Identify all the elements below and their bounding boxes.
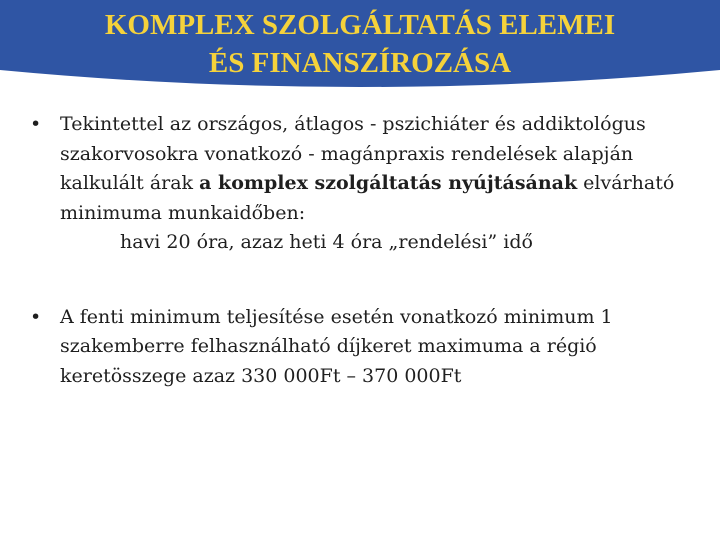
- bullet-1-text-start: Tekintettel az országos, átlagos - pszichiáter és addiktológus szakorvosokra vonatkozó - magánpraxis rendelések alapján kalkulált árak: [60, 113, 646, 194]
- bullet-1-centered-line: havi 20 óra, azaz heti 4 óra „rendelési” idő: [120, 231, 533, 253]
- title-banner: [0, 0, 720, 88]
- title-line-1: KOMPLEX SZOLGÁLTATÁS ELEMEI: [104, 9, 616, 41]
- bullet-marker: •: [30, 305, 42, 328]
- page-title: [0, 6, 720, 82]
- slide-body: [28, 110, 698, 391]
- title-line-2: ÉS FINANSZÍROZÁSA: [208, 47, 512, 79]
- bullet-item-2: [28, 303, 698, 392]
- bullet-marker: •: [30, 113, 42, 135]
- bullet-1-text-end: elvárható minimuma munkaidőben:: [60, 172, 675, 224]
- bullet-2-text: A fenti minimum teljesítése esetén vonatkozó minimum 1 szakemberre felhasználható díjkeret maximuma a régió keretösszege azaz 330 000Ft – 370 000Ft: [60, 305, 613, 387]
- bullet-1-bold-text: a komplex szolgáltatás nyújtásának: [199, 172, 578, 194]
- bullet-item-1: [28, 110, 698, 258]
